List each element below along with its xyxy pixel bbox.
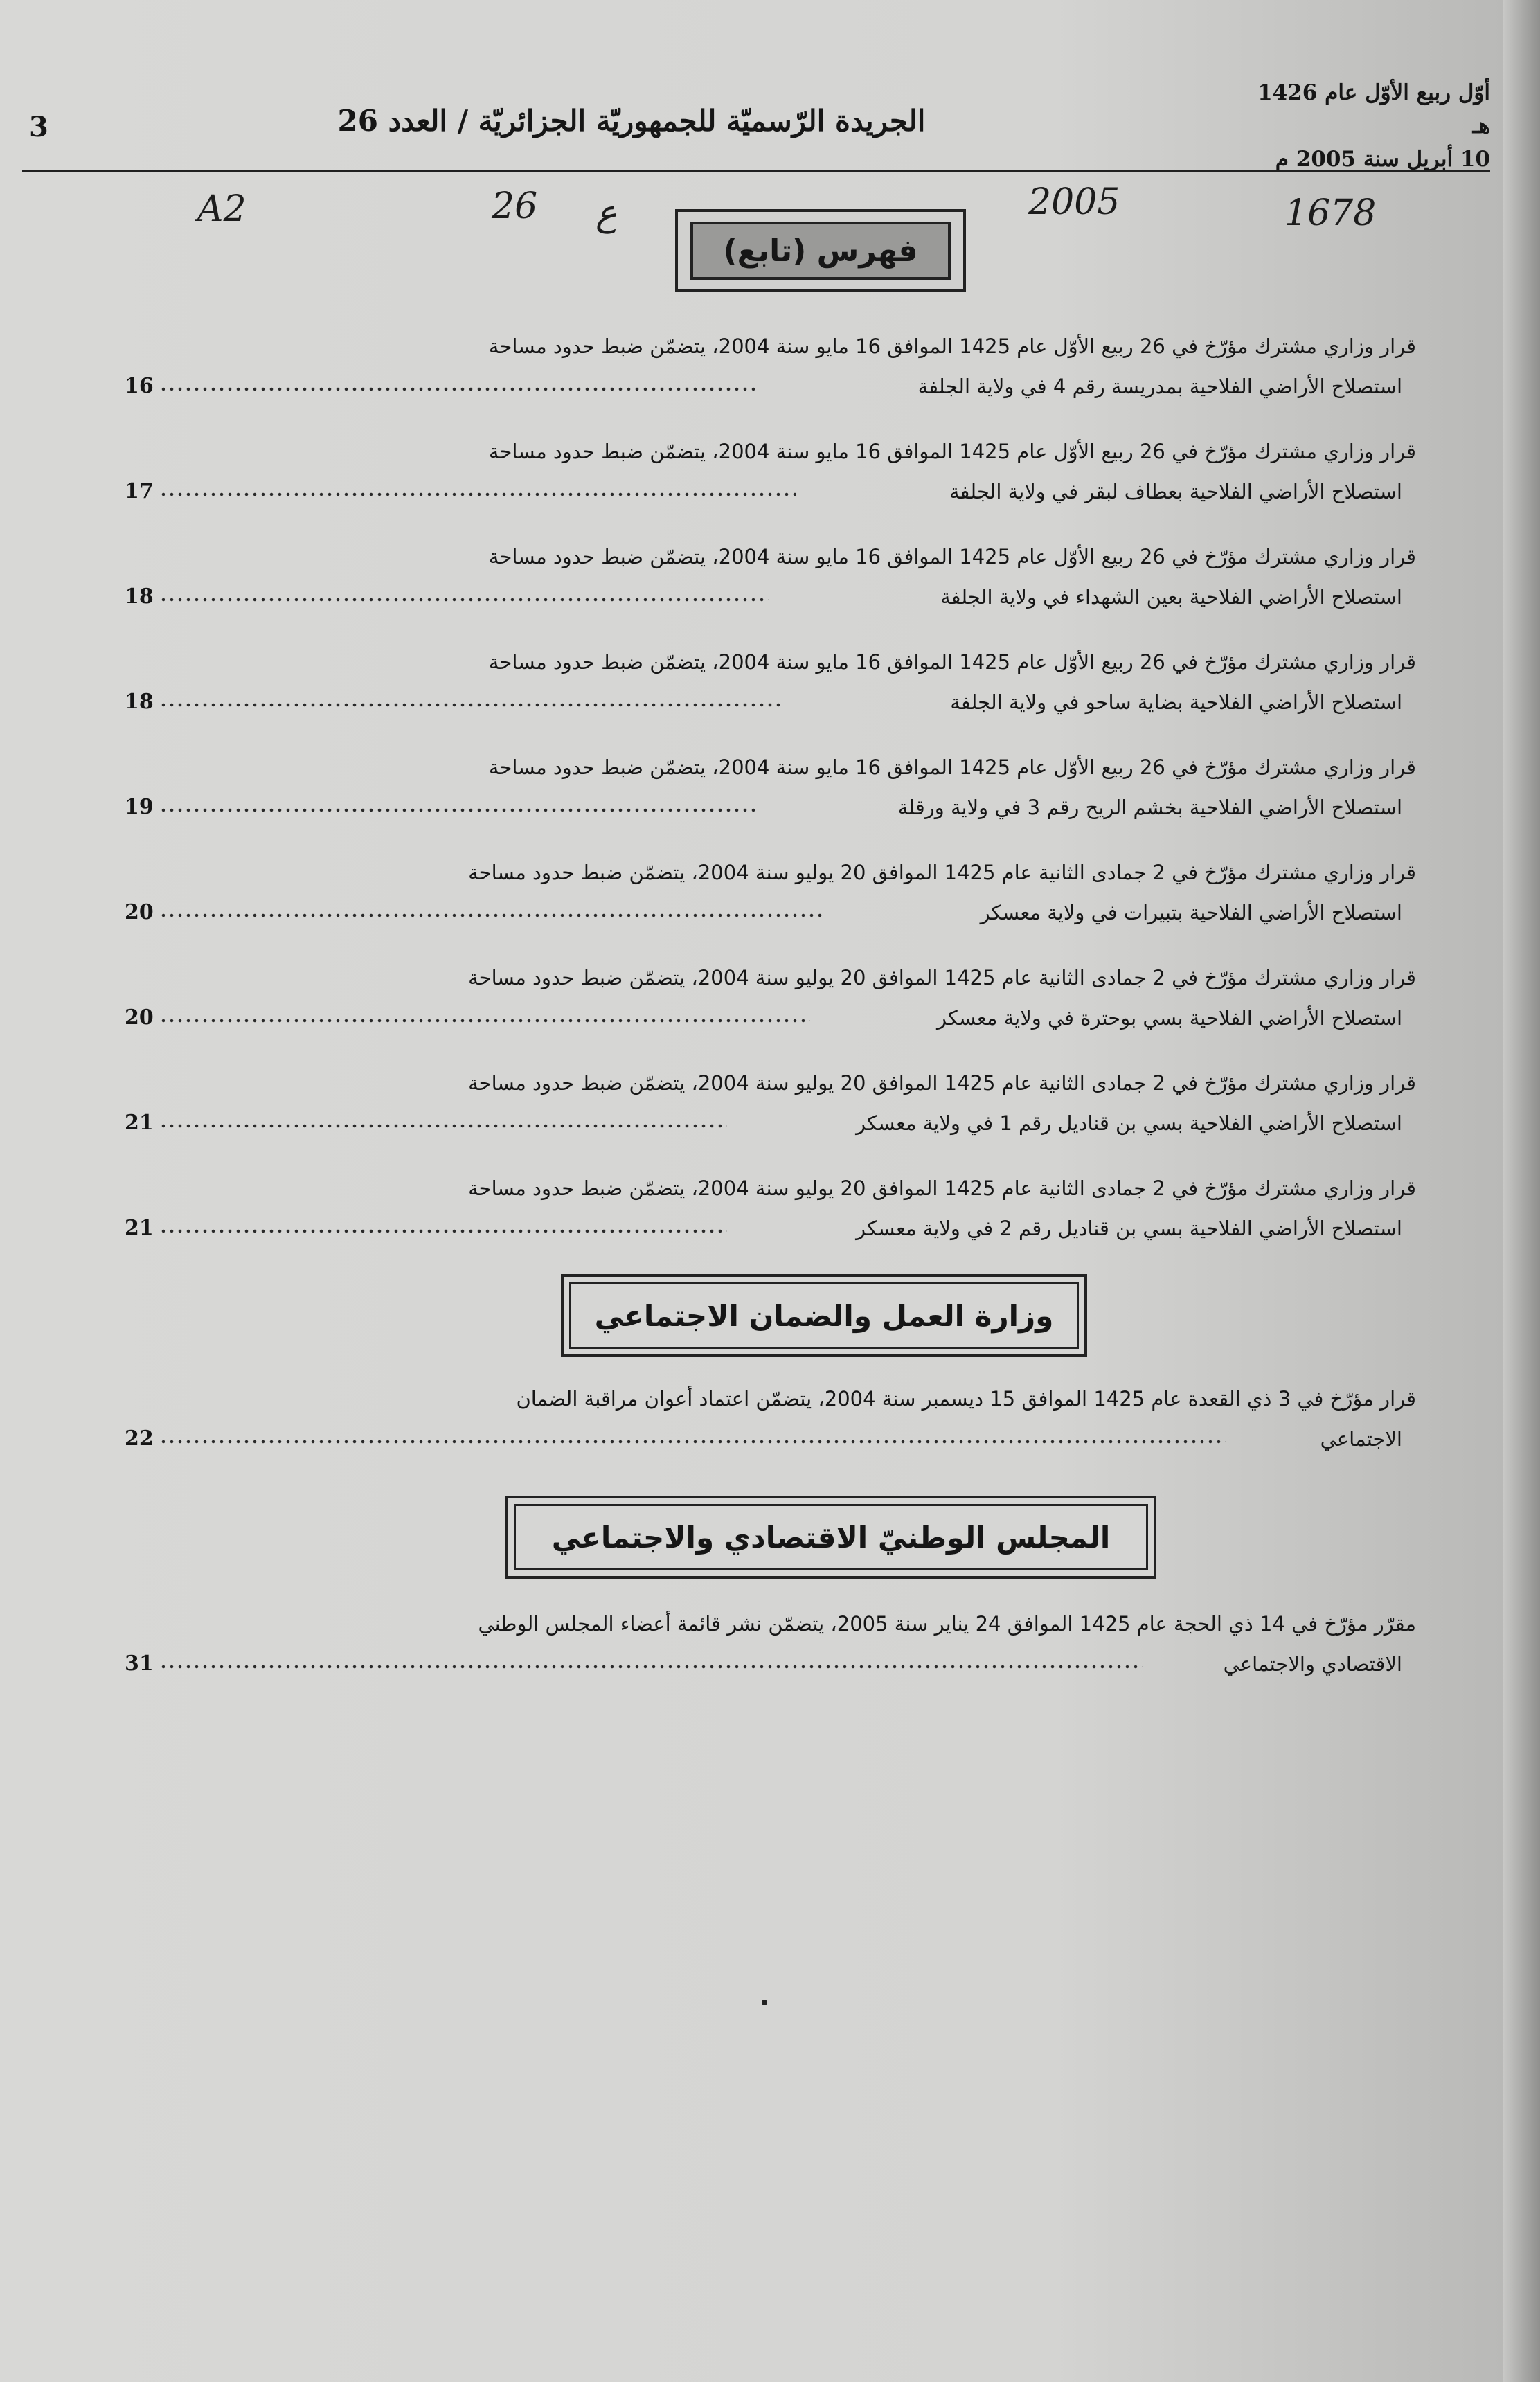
entry-page-number: 19: [125, 795, 154, 819]
date-gregorian: 10 أبريل سنة 2005 م: [1275, 147, 1490, 172]
page-number: 3: [29, 111, 48, 143]
stray-mark: [762, 2000, 767, 2005]
index-entry: [104, 859, 1416, 949]
index-entry: [104, 1610, 1416, 1700]
handwritten-number: 1678: [1284, 192, 1377, 234]
entry-page-number: 18: [125, 690, 154, 714]
section-title-labor: وزارة العمل والضمان الاجتماعي: [569, 1282, 1079, 1349]
entry-line-2: استصلاح الأراضي الفلاحية بسي بن قناديل رقم 1 في ولاية معسكر: [856, 1111, 1402, 1135]
entry-page-number: 16: [125, 374, 154, 398]
index-entry: [104, 964, 1416, 1054]
date-hijri: أوّل ربيع الأوّل عام 1426 هـ: [1257, 80, 1490, 138]
entry-page-number: 21: [125, 1216, 154, 1240]
index-entry: [104, 1174, 1416, 1264]
entry-page-number: 20: [125, 1005, 154, 1030]
section-header-labor: [561, 1274, 1087, 1357]
dot-leader: [159, 1657, 1143, 1671]
index-entry: [104, 753, 1416, 843]
entry-line-1: قرار وزاري مشترك مؤرّخ في 2 جمادى الثانية عام 1425 الموافق 20 يوليو سنة 2004، يتضمّن ضبط حدود مساحة: [468, 861, 1416, 884]
dot-leader: [159, 590, 769, 604]
entry-page-number: 31: [125, 1651, 154, 1676]
index-title: فهرس (تابع): [690, 222, 951, 280]
entry-line-2: استصلاح الأراضي الفلاحية بعين الشهداء في ولاية الجلفة: [940, 585, 1402, 609]
section-title-council: المجلس الوطنيّ الاقتصادي والاجتماعي: [514, 1504, 1148, 1570]
gazette-title: الجريدة الرّسميّة للجمهوريّة الجزائريّة / العدد 26: [337, 104, 926, 138]
entry-line-2: الاجتماعي: [1320, 1427, 1402, 1451]
entry-line-1: قرار وزاري مشترك مؤرّخ في 26 ربيع الأوّل عام 1425 الموافق 16 مايو سنة 2004، يتضمّن ضبط حدود مساحة: [488, 334, 1416, 358]
entry-line-1: قرار وزاري مشترك مؤرّخ في 2 جمادى الثانية عام 1425 الموافق 20 يوليو سنة 2004، يتضمّن ضبط حدود مساحة: [468, 1176, 1416, 1200]
handwritten-year: 2005: [1028, 181, 1120, 223]
entry-line-1: مقرّر مؤرّخ في 14 ذي الحجة عام 1425 الموافق 24 يناير سنة 2005، يتضمّن نشر قائمة أعضاء المجلس الوطني: [478, 1612, 1416, 1636]
dot-leader: [159, 379, 755, 393]
index-entry: [104, 438, 1416, 528]
entry-line-2: استصلاح الأراضي الفلاحية بمدريسة رقم 4 في ولاية الجلفة: [917, 375, 1402, 398]
entry-line-1: قرار وزاري مشترك مؤرّخ في 2 جمادى الثانية عام 1425 الموافق 20 يوليو سنة 2004، يتضمّن ضبط حدود مساحة: [468, 1071, 1416, 1095]
entry-page-number: 22: [125, 1426, 154, 1451]
dot-leader: [159, 1432, 1226, 1446]
entry-line-2: استصلاح الأراضي الفلاحية بتبيرات في ولاية معسكر: [980, 901, 1402, 924]
handwritten-26: 26: [492, 186, 538, 227]
dot-leader: [159, 485, 796, 499]
entry-line-1: قرار مؤرّخ في 3 ذي القعدة عام 1425 الموافق 15 ديسمبر سنة 2004، يتضمّن اعتماد أعوان مراقبة الضمان: [516, 1387, 1416, 1411]
entry-line-2: استصلاح الأراضي الفلاحية بسي بوحترة في ولاية معسكر: [937, 1006, 1402, 1030]
entry-line-1: قرار وزاري مشترك مؤرّخ في 2 جمادى الثانية عام 1425 الموافق 20 يوليو سنة 2004، يتضمّن ضبط حدود مساحة: [468, 966, 1416, 989]
dot-leader: [159, 1116, 727, 1130]
dot-leader: [159, 906, 824, 920]
entry-line-2: استصلاح الأراضي الفلاحية بخشم الريح رقم 3 في ولاية ورقلة: [897, 796, 1402, 819]
entry-line-1: قرار وزاري مشترك مؤرّخ في 26 ربيع الأوّل عام 1425 الموافق 16 مايو سنة 2004، يتضمّن ضبط حدود مساحة: [488, 755, 1416, 779]
handwritten-letter: ع: [596, 192, 618, 234]
section-header-council: [505, 1496, 1156, 1579]
entry-line-1: قرار وزاري مشترك مؤرّخ في 26 ربيع الأوّل عام 1425 الموافق 16 مايو سنة 2004، يتضمّن ضبط حدود مساحة: [488, 440, 1416, 463]
dot-leader: [159, 695, 782, 709]
entry-line-2: استصلاح الأراضي الفلاحية بعطاف لبقر في ولاية الجلفة: [949, 480, 1402, 503]
index-entry: [104, 543, 1416, 633]
entry-line-1: قرار وزاري مشترك مؤرّخ في 26 ربيع الأوّل عام 1425 الموافق 16 مايو سنة 2004، يتضمّن ضبط حدود مساحة: [488, 545, 1416, 568]
index-entry: [104, 332, 1416, 422]
index-entry: [104, 1385, 1416, 1475]
entry-line-2: استصلاح الأراضي الفلاحية بضاية ساحو في ولاية الجلفة: [950, 690, 1402, 714]
handwritten-a2: A2: [197, 188, 247, 230]
dot-leader: [159, 800, 755, 814]
index-entry: [104, 1069, 1416, 1159]
dot-leader: [159, 1011, 810, 1025]
entry-page-number: 21: [125, 1111, 154, 1135]
entry-line-2: الاقتصادي والاجتماعي: [1223, 1652, 1402, 1676]
entry-page-number: 17: [125, 479, 154, 503]
page-edge-shadow: [1503, 0, 1540, 2382]
entry-page-number: 18: [125, 584, 154, 609]
index-entry: [104, 648, 1416, 738]
entry-page-number: 20: [125, 900, 154, 924]
entry-line-2: استصلاح الأراضي الفلاحية بسي بن قناديل رقم 2 في ولاية معسكر: [856, 1217, 1402, 1240]
entry-line-1: قرار وزاري مشترك مؤرّخ في 26 ربيع الأوّل عام 1425 الموافق 16 مايو سنة 2004، يتضمّن ضبط حدود مساحة: [488, 650, 1416, 674]
dot-leader: [159, 1221, 727, 1235]
